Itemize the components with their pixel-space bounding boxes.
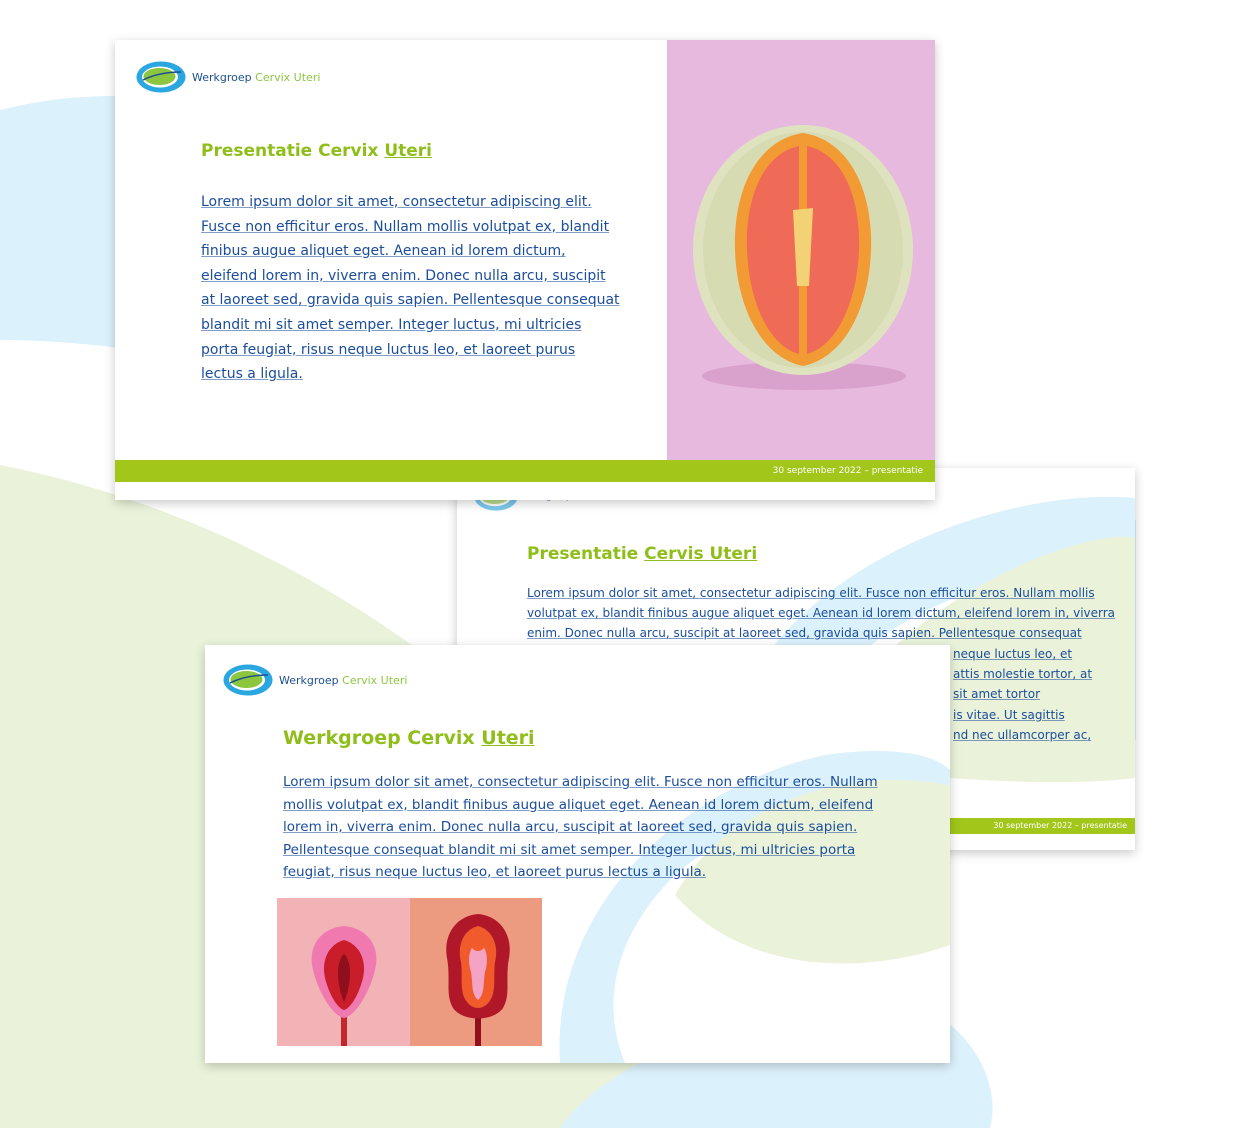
eye-logo-icon bbox=[222, 663, 274, 697]
slide-back-title: Presentatie Cervis Uteri bbox=[527, 544, 758, 564]
slide-front-body: Lorem ipsum dolor sit amet, consectetur adipiscing elit. Fusce non efficitur eros. Nullam mollis volutpat ex, blandit finibus augue aliquet eget. Aenean id lorem dictum, eleifend lorem in, viverra enim. Donec nulla arcu, suscipit at laoreet sed, gravida quis sapien. Pellentesque consequat blandit mi sit amet semper. Integer luctus, mi ultricies porta feugiat, risus neque luctus leo, et laoreet purus lectus a ligula. bbox=[283, 774, 878, 880]
eye-logo-icon bbox=[135, 60, 187, 94]
slide-top-footer: 30 september 2022 – presentatie bbox=[115, 460, 935, 482]
slide-top bbox=[115, 40, 935, 500]
paper-flower-illustrations bbox=[277, 898, 542, 1046]
slide-back-footer: 30 september 2022 – presentatie bbox=[457, 818, 1135, 834]
slide-top-logo: Werkgroep Cervix Uteri bbox=[135, 60, 320, 94]
slide-top-title: Presentatie Cervix Uteri bbox=[201, 141, 432, 161]
slide-front bbox=[205, 645, 950, 1063]
slide-top-body: Lorem ipsum dolor sit amet, consectetur adipiscing elit. Fusce non efficitur eros. Nullam mollis volutpat ex, blandit finibus augue aliquet eget. Aenean id lorem dictum, eleifend lorem in, viverra enim. Donec nulla arcu, suscipit at laoreet sed, gravida quis sapien. Pellentesque consequat blandit mi sit amet semper. Integer luctus, mi ultricies porta feugiat, risus neque luctus leo, et laoreet purus lectus a ligula. bbox=[201, 194, 620, 383]
slide-front-title: Werkgroep Cervix Uteri bbox=[283, 727, 535, 749]
melon-photo bbox=[667, 40, 935, 460]
slide-front-logo: Werkgroep Cervix Uteri bbox=[222, 663, 407, 697]
slide-back: Presentatie Cervis Uteri Lorem ipsum dolor sit amet, consectetur adipiscing elit. Fusce non efficitur eros. Nullam mollis volutpat ex, blandit finibus augue aliquet eget. Aenean id lorem dictum, eleifend lorem in, viverra enim. Donec nulla arcu, suscipit at laoreet sed, gravida quis sapien. Pellentesque consequat neque luctus leo, et attis molestie tortor, at sit amet tortor is vitae. Ut sagittis nd nec ullamcorper ac, 30 september 2022 – presentatie bbox=[457, 468, 1135, 850]
